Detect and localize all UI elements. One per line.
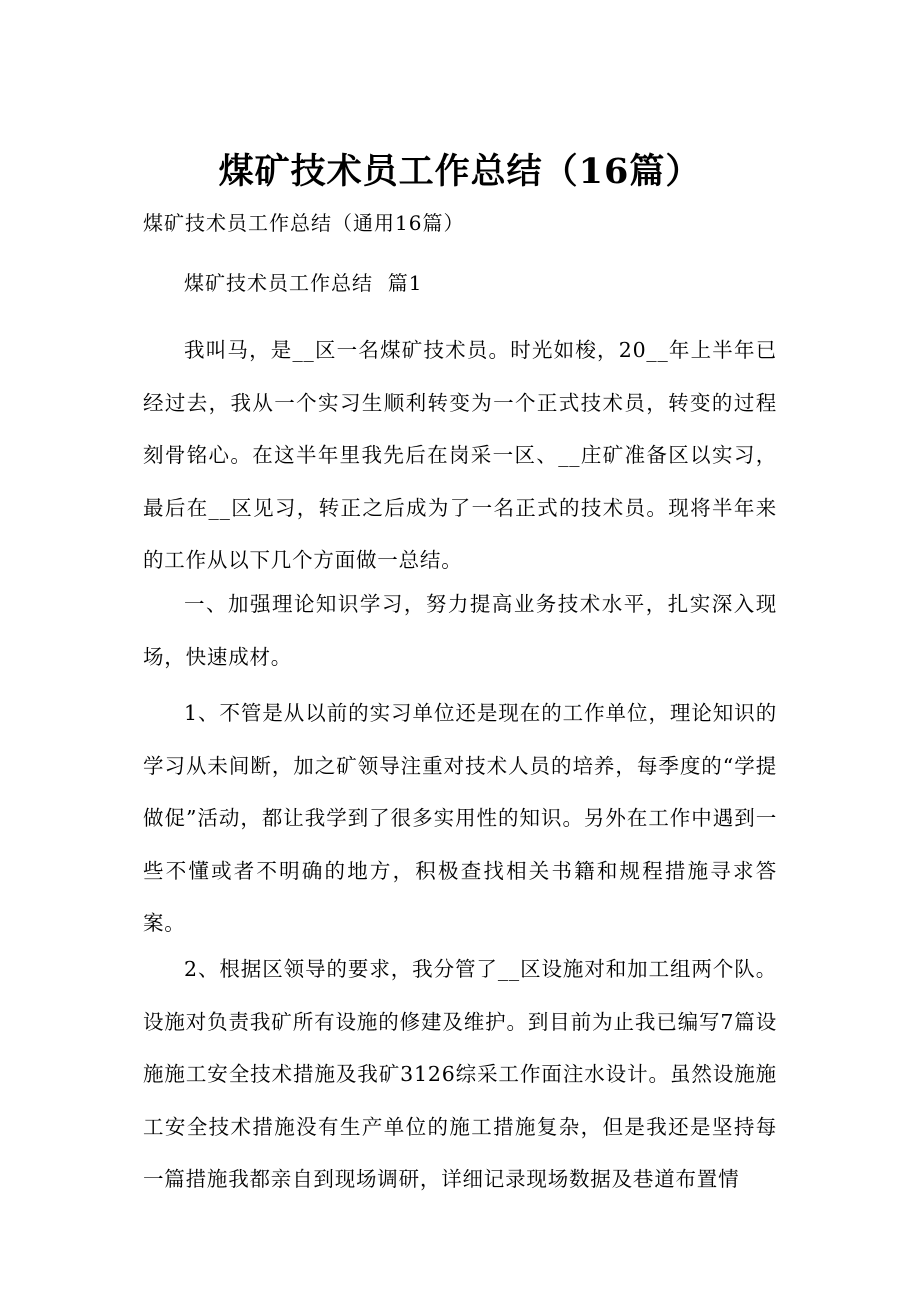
- document-title: 煤矿技术员工作总结（16篇）: [218, 151, 702, 192]
- paragraph-point-one-heading: 一、加强理论知识学习，努力提高业务技术水平，扎实深入现场，快速成材。: [143, 592, 777, 669]
- paragraph-item-2: 2、根据区领导的要求，我分管了__区设施对和加工组两个队。设施对负责我矿所有设施的修建及维护。到目前为止我已编写7篇设施施工安全技术措施及我矿3126综采工作面注水设计。虽然设施施工安全技术措施没有生产单位的施工措施复杂，但是我还是坚持每一篇措施我都亲自到现场调研，详细记录现场数据及巷道布置情: [143, 957, 777, 1191]
- section-heading: 煤矿技术员工作总结 篇1: [184, 271, 423, 295]
- paragraph-item-1: 1、不管是从以前的实习单位还是现在的工作单位，理论知识的学习从未间断，加之矿领导注重对技术人员的培养，每季度的“学提做促”活动，都让我学到了很多实用性的知识。另外在工作中遇到一些不懂或者不明确的地方，积极查找相关书籍和规程措施寻求答案。: [143, 701, 777, 935]
- document-subtitle: 煤矿技术员工作总结（通用16篇）: [143, 211, 465, 235]
- paragraph-intro: 我叫马，是__区一名煤矿技术员。时光如梭，20__年上半年已经过去，我从一个实习生顺利转变为一个正式技术员，转变的过程刻骨铭心。在这半年里我先后在岗采一区、__庄矿准备区以实习，最后在__区见习，转正之后成为了一名正式的技术员。现将半年来的工作从以下几个方面做一总结。: [143, 338, 777, 572]
